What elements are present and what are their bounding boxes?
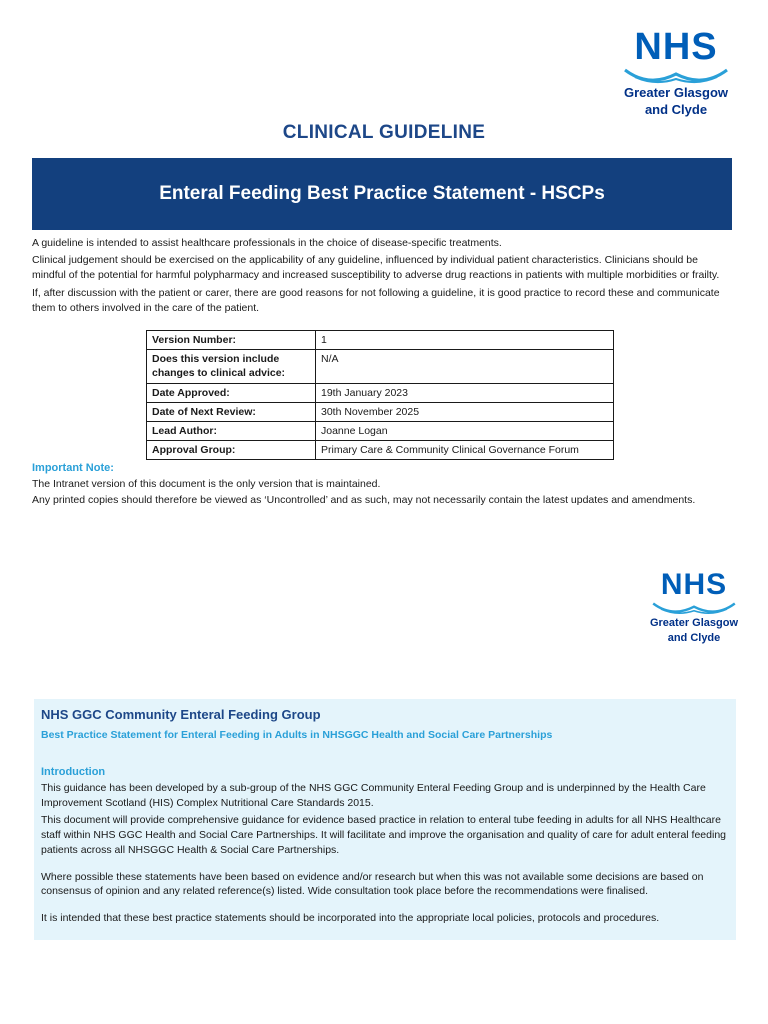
- statement-intro-panel: [34, 699, 736, 940]
- body-paragraph: This guidance has been developed by a sub-group of the NHS GGC Community Enteral Feeding Group and is underpinned by the Health Care Improvement Scotland (HIS) Complex Nutritional Care Standards 2015.: [41, 782, 706, 809]
- org-name-line2: and Clyde: [667, 631, 721, 644]
- org-name-line1: Greater Glasgow: [649, 617, 739, 629]
- body-paragraph: Where possible these statements have been based on evidence and/or research but when this was not available some decisions are based on consensus of opinion and any related reference(s) listed. Wide consultation took place before the recommendations were finalised.: [41, 870, 704, 898]
- table-value: 1: [316, 331, 614, 350]
- org-name-line2: and Clyde: [644, 101, 708, 117]
- wave-logo-icon: [650, 600, 738, 615]
- table-label: Version Number:: [147, 331, 316, 350]
- table-value: 19th January 2023: [316, 383, 614, 402]
- nhs-logo-top: [618, 28, 734, 118]
- document-control-table: [146, 330, 614, 460]
- nhs-logo-section: [648, 570, 740, 644]
- table-value: Primary Care & Community Clinical Governance Forum: [316, 441, 614, 460]
- table-row: [147, 441, 614, 460]
- group-heading: NHS GGC Community Enteral Feeding Group: [41, 707, 321, 722]
- table-label: Date Approved:: [147, 383, 316, 402]
- intro-paragraph: Clinical judgement should be exercised on the applicability of any guideline, influenced by individual patient characteristics. Clinicians should be mindful of the potential for harmful polypharmacy and increased susceptibility to adverse drug reactions in patients with multiple morbidities or frailty.: [32, 254, 720, 282]
- document-type-heading: CLINICAL GUIDELINE: [282, 122, 486, 143]
- table-row: [147, 350, 614, 383]
- intro-paragraph: A guideline is intended to assist healthcare professionals in the choice of disease-specific treatments.: [32, 237, 502, 249]
- section-heading-introduction: Introduction: [41, 766, 106, 778]
- important-note-heading: Important Note:: [32, 462, 114, 474]
- important-note: [32, 460, 742, 510]
- guideline-intro: [32, 236, 732, 318]
- table-row: [147, 331, 614, 350]
- table-value: 30th November 2025: [316, 402, 614, 421]
- table-label: Lead Author:: [147, 421, 316, 440]
- document-title-banner: [32, 158, 732, 230]
- table-row: [147, 402, 614, 421]
- table-label: Approval Group:: [147, 441, 316, 460]
- table-row: [147, 383, 614, 402]
- body-paragraph: It is intended that these best practice statements should be incorporated into the appropriate local policies, protocols and procedures.: [41, 912, 660, 925]
- table-value: Joanne Logan: [316, 421, 614, 440]
- note-line: Any printed copies should therefore be viewed as ‘Uncontrolled’ and as such, may not necessarily contain the latest updates and amendments.: [32, 494, 696, 507]
- table-label: Does this version include changes to clinical advice:: [147, 350, 316, 383]
- nhs-wordmark: NHS: [634, 26, 718, 68]
- table-value: N/A: [316, 350, 614, 383]
- note-line: The Intranet version of this document is the only version that is maintained.: [32, 477, 381, 490]
- intro-paragraph: If, after discussion with the patient or carer, there are good reasons for not following a guideline, it is good practice to record these and communicate them to others involved in the care of the patient.: [32, 286, 720, 314]
- nhs-wordmark: NHS: [660, 568, 728, 601]
- wave-logo-icon: [621, 66, 731, 84]
- introduction-body: [41, 781, 731, 928]
- table-row: [147, 421, 614, 440]
- statement-subtitle: Best Practice Statement for Enteral Feeding in Adults in NHSGGC Health and Social Care Partnerships: [41, 729, 553, 741]
- org-name-line1: Greater Glasgow: [623, 85, 729, 100]
- table-label: Date of Next Review:: [147, 402, 316, 421]
- body-paragraph: This document will provide comprehensive guidance for evidence based practice in relation to enteral tube feeding in adults for all NHS Healthcare staff within NHS GGC Health and Social Care Partnerships. It will facilitate and improve the organisation and quality of care for adult enteral feeding patients across all NHSGGC Health & Social Care Partnerships.: [41, 813, 726, 856]
- document-title: Enteral Feeding Best Practice Statement - HSCPs: [159, 183, 605, 204]
